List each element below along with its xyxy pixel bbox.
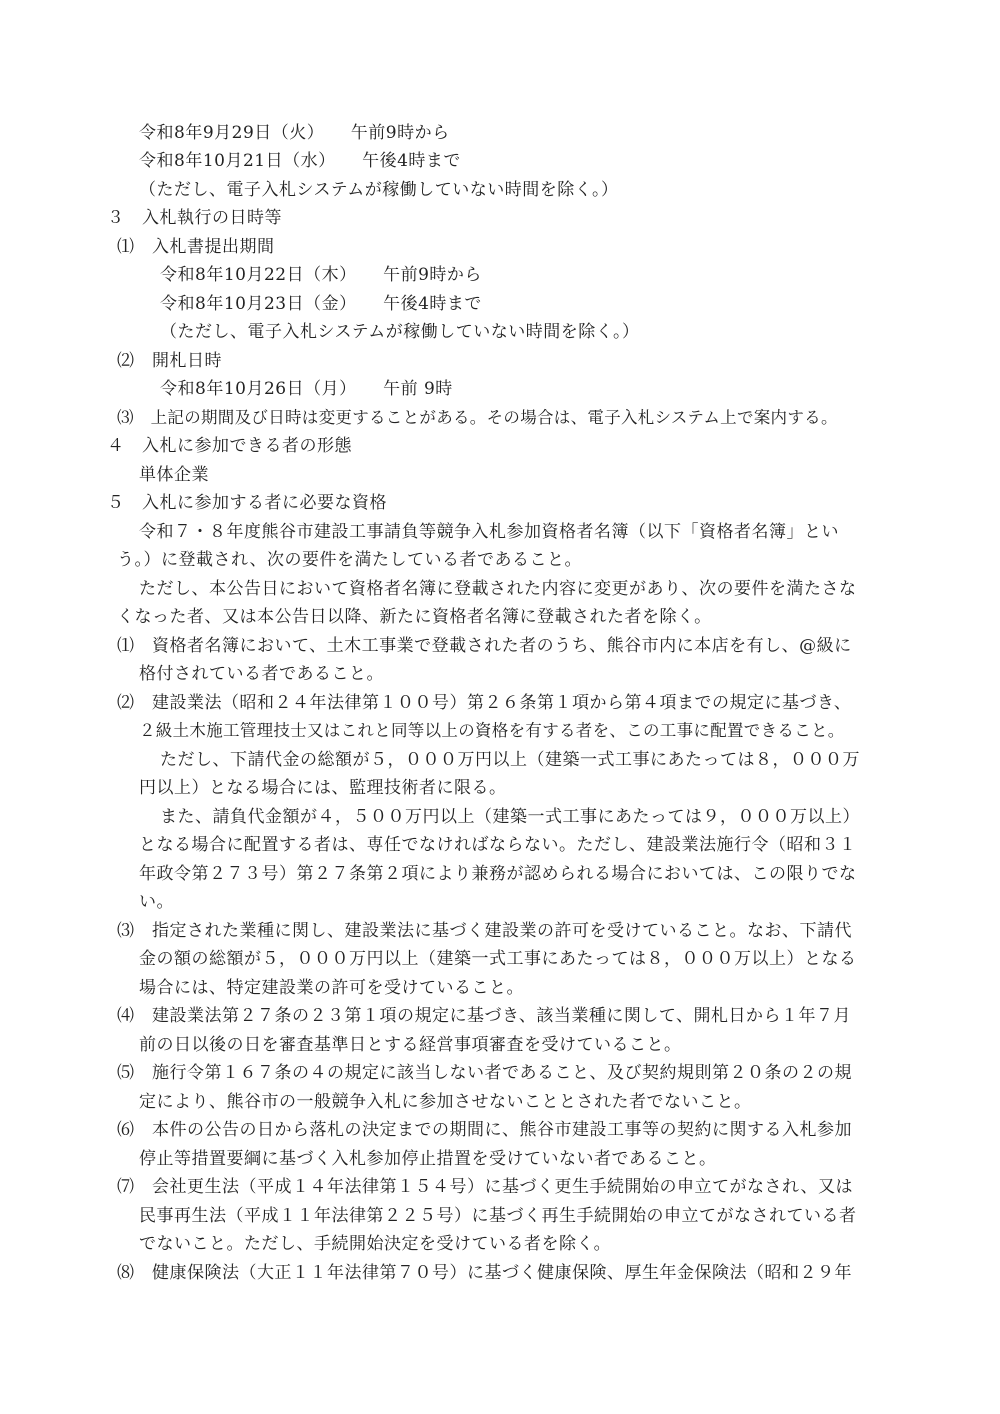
text-line: ⑺ 会社更生法（平成１４年法律第１５４号）に基づく更生手続開始の申立てがなされ、又は bbox=[117, 1177, 854, 1197]
text-line: ⑸ 施行令第１６７条の４の規定に該当しない者であること、及び契約規則第２０条の２の規 bbox=[117, 1063, 852, 1083]
text-line: ２級土木施工管理技士又はこれと同等以上の資格を有する者を、この工事に配置できること。 bbox=[139, 721, 845, 740]
text-line: 場合には、特定建設業の許可を受けていること。 bbox=[139, 978, 524, 998]
text-line: 前の日以後の日を審査基準日とする経営事項審査を受けていること。 bbox=[139, 1035, 682, 1055]
text-line: 令和8年9月29日（火） 午前9時から bbox=[139, 123, 450, 143]
text-line: ⑷ 建設業法第２７条の２３第１項の規定に基づき、該当業種に関して、開札日から１年７月 bbox=[117, 1006, 851, 1026]
text-line: ⑶ 指定された業種に関し、建設業法に基づく建設業の許可を受けていること。なお、下請代 bbox=[117, 921, 852, 941]
text-line: 令和8年10月26日（月） 午前 9時 bbox=[160, 379, 453, 399]
section-heading: ４ 入札に参加できる者の形態 bbox=[107, 436, 352, 456]
text-line: ただし、下請代金の総額が５，０００万円以上（建築一式工事にあたっては８，０００万 bbox=[160, 750, 860, 770]
text-line: ⑹ 本件の公告の日から落札の決定までの期間に、熊谷市建設工事等の契約に関する入札参加 bbox=[117, 1120, 852, 1140]
text-line: う。）に登載され、次の要件を満たしている者であること。 bbox=[117, 550, 583, 570]
text-line: 停止等措置要綱に基づく入札参加停止措置を受けていない者であること。 bbox=[139, 1149, 717, 1169]
text-line: でないこと。ただし、手続開始決定を受けている者を除く。 bbox=[139, 1234, 612, 1254]
section-heading: ３ 入札執行の日時等 bbox=[107, 208, 282, 228]
text-line: 令和8年10月22日（木） 午前9時から bbox=[160, 265, 482, 285]
text-line: い。 bbox=[139, 892, 174, 912]
text-line: （ただし、電子入札システムが稼働していない時間を除く。） bbox=[139, 180, 619, 200]
text-line: 単体企業 bbox=[139, 465, 209, 485]
text-line: 格付されている者であること。 bbox=[139, 664, 384, 684]
text-line: ⑴ 入札書提出期間 bbox=[117, 237, 275, 257]
text-line: ⑶ 上記の期間及び日時は変更することがある。その場合は、電子入札システム上で案内する。 bbox=[117, 408, 838, 427]
text-line: 年政令第２７３号）第２７条第２項により兼務が認められる場合においては、この限りでな bbox=[139, 864, 857, 884]
text-line: ⑵ 建設業法（昭和２４年法律第１００号）第２６条第１項から第４項までの規定に基づき、 bbox=[117, 693, 852, 713]
text-line: ⑻ 健康保険法（大正１１年法律第７０号）に基づく健康保険、厚生年金保険法（昭和２９年 bbox=[117, 1263, 852, 1283]
text-line: 令和8年10月21日（水） 午後4時まで bbox=[139, 151, 461, 171]
text-line: 民事再生法（平成１１年法律第２２５号）に基づく再生手続開始の申立てがなされている者 bbox=[139, 1206, 857, 1226]
section-heading: ５ 入札に参加する者に必要な資格 bbox=[107, 493, 387, 513]
text-line: 定により、熊谷市の一般競争入札に参加させないこととされた者でないこと。 bbox=[139, 1092, 752, 1112]
text-line: 令和8年10月23日（金） 午後4時まで bbox=[160, 294, 482, 314]
text-line: また、請負代金額が４，５００万円以上（建築一式工事にあたっては９，０００万以上） bbox=[160, 807, 860, 827]
text-line: 金の額の総額が５，０００万円以上（建築一式工事にあたっては８，０００万以上）となる bbox=[139, 949, 857, 969]
text-line: くなった者、又は本公告日以降、新たに資格者名簿に登載された者を除く。 bbox=[117, 607, 712, 627]
text-line: （ただし、電子入札システムが稼働していない時間を除く。） bbox=[160, 322, 640, 342]
text-line: 円以上）となる場合には、監理技術者に限る。 bbox=[139, 778, 507, 798]
text-line: ただし、本公告日において資格者名簿に登載された内容に変更があり、次の要件を満たさな bbox=[139, 579, 857, 599]
text-line: ⑴ 資格者名簿において、土木工事業で登載された者のうち、熊谷市内に本店を有し、@級に bbox=[117, 636, 852, 656]
text-line: となる場合に配置する者は、専任でなければならない。ただし、建設業法施行令（昭和３１ bbox=[139, 835, 857, 855]
text-line: 令和７・８年度熊谷市建設工事請負等競争入札参加資格者名簿（以下「資格者名簿」とい bbox=[139, 522, 839, 542]
text-line: ⑵ 開札日時 bbox=[117, 351, 222, 371]
